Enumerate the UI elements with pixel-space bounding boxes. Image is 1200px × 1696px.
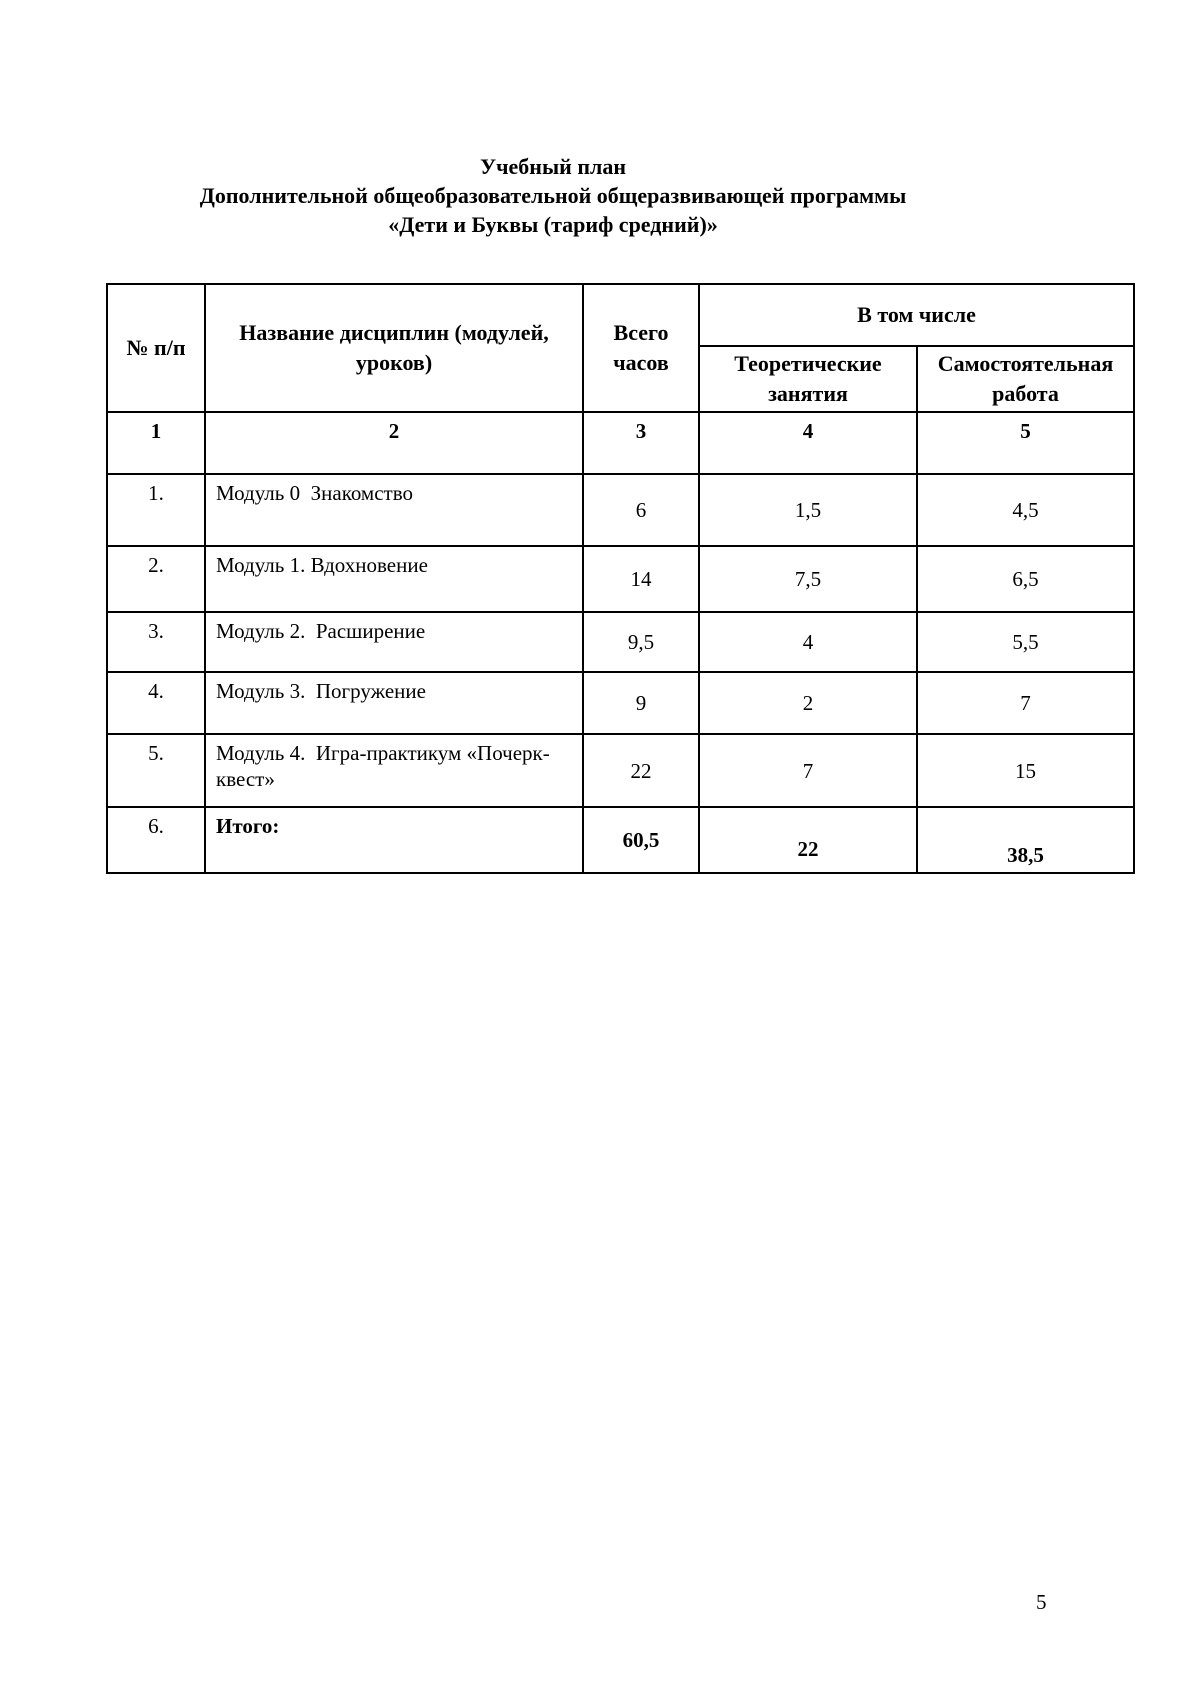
table-row: [107, 672, 1134, 734]
column-number: 4: [699, 412, 917, 474]
column-number: 2: [205, 412, 583, 474]
total-hours-cell: 6: [583, 474, 699, 546]
theory-hours-cell: 7,5: [699, 546, 917, 612]
title-line-3: «Дети и Буквы (тариф средний)»: [388, 212, 718, 237]
table-row: [107, 612, 1134, 672]
header-row-1: [107, 284, 1134, 346]
header-self-work: Самостоятельная работа: [917, 346, 1134, 412]
page-number: 5: [1036, 1590, 1047, 1614]
row-num-cell: 2.: [107, 546, 205, 612]
total-hours-cell: 9,5: [583, 612, 699, 672]
self-work-total-value: 38,5: [1007, 843, 1044, 867]
row-num-cell: 6.: [107, 807, 205, 873]
table-row: [107, 807, 1134, 873]
total-hours-cell: 60,5: [583, 807, 699, 873]
total-hours-cell: 22: [583, 734, 699, 807]
header-total-hours: Всего часов: [583, 284, 699, 412]
header-name: Название дисциплин (модулей, уроков): [205, 284, 583, 412]
table-row: [107, 474, 1134, 546]
self-work-hours-cell: [917, 807, 1134, 873]
header-num: № п/п: [107, 284, 205, 412]
row-num-cell: 5.: [107, 734, 205, 807]
column-number: 5: [917, 412, 1134, 474]
header-group: В том числе: [699, 284, 1134, 346]
module-name-cell: Модуль 4. Игра-практикум «Почерк-квест»: [205, 734, 583, 807]
module-name-cell: Модуль 0 Знакомство: [205, 474, 583, 546]
module-name-cell: Модуль 1. Вдохновение: [205, 546, 583, 612]
total-hours-cell: 14: [583, 546, 699, 612]
column-number: 1: [107, 412, 205, 474]
row-num-cell: 3.: [107, 612, 205, 672]
table-row: [107, 546, 1134, 612]
title-line-1: Учебный план: [479, 154, 627, 179]
self-work-hours-cell: 7: [917, 672, 1134, 734]
title-line-2: Дополнительной общеобразовательной общеразвивающей программы: [199, 183, 907, 208]
row-num-cell: 4.: [107, 672, 205, 734]
row-num-cell: 1.: [107, 474, 205, 546]
theory-hours-cell: 7: [699, 734, 917, 807]
header-theory: Теоретические занятия: [699, 346, 917, 412]
self-work-hours-cell: 5,5: [917, 612, 1134, 672]
column-number-row: [107, 412, 1134, 474]
module-name-cell: Модуль 3. Погружение: [205, 672, 583, 734]
self-work-hours-cell: 15: [917, 734, 1134, 807]
table-row: [107, 734, 1134, 807]
self-work-hours-cell: 6,5: [917, 546, 1134, 612]
column-number: 3: [583, 412, 699, 474]
theory-hours-cell: [699, 807, 917, 873]
total-hours-cell: 9: [583, 672, 699, 734]
document-title: [106, 152, 1000, 239]
theory-hours-cell: 4: [699, 612, 917, 672]
theory-hours-cell: 2: [699, 672, 917, 734]
theory-hours-cell: 1,5: [699, 474, 917, 546]
theory-total-value: 22: [797, 837, 819, 861]
module-name-cell: Итого:: [205, 807, 583, 873]
curriculum-table: [106, 283, 1135, 874]
self-work-hours-cell: 4,5: [917, 474, 1134, 546]
module-name-cell: Модуль 2. Расширение: [205, 612, 583, 672]
